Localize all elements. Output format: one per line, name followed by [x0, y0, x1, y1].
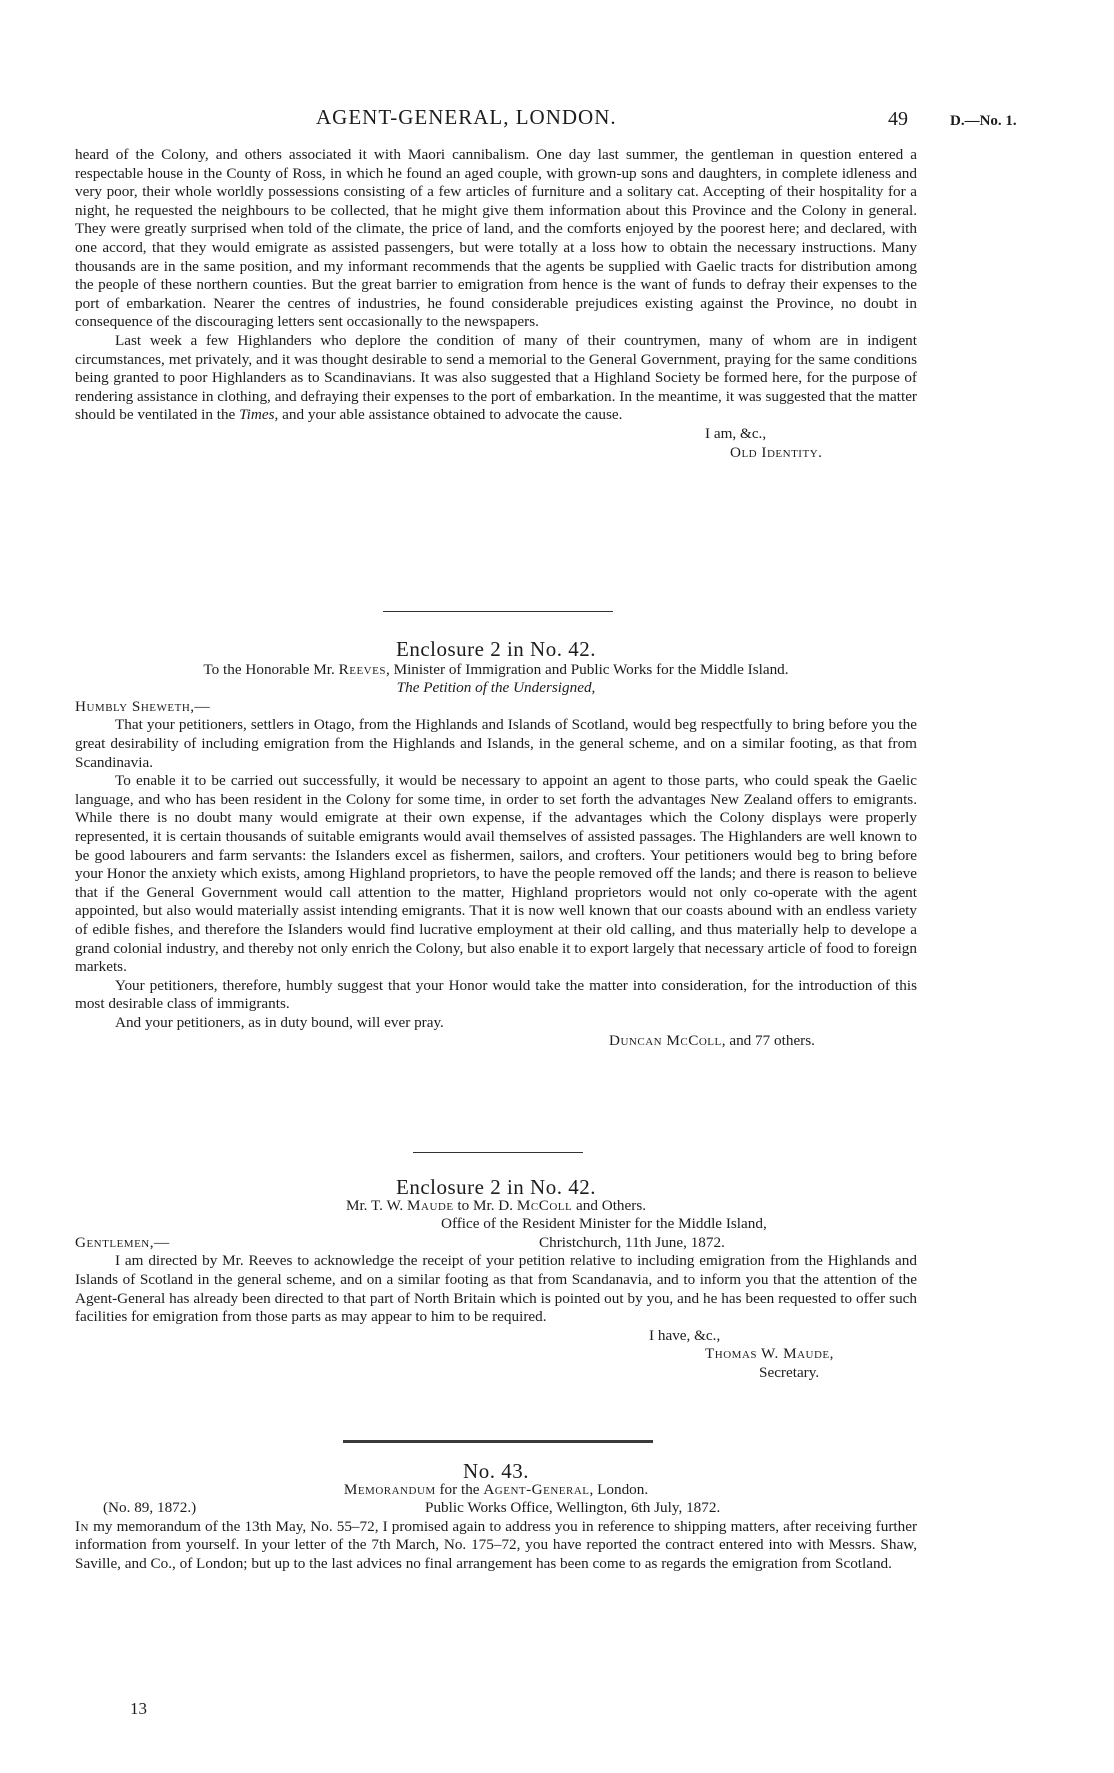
- petition-paragraph: Your petitioners, therefore, humbly suggest that your Honor would take the matter into consideration, for the introduction of this most desirable class of immigrants.: [75, 976, 917, 1013]
- memorandum-place-date: Public Works Office, Wellington, 6th July, 1872.: [425, 1499, 721, 1517]
- memorandum-ref: (No. 89, 1872.): [103, 1499, 197, 1517]
- section-divider: [383, 611, 613, 612]
- enclosure-petition: [75, 637, 917, 1051]
- section-divider: [413, 1152, 583, 1153]
- memorandum-body: In my memorandum of the 13th May, No. 55–72, I promised again to address you in reference to shipping matters, after receiving further information from yourself. In your letter of the 7th March, No. 175–72, you have reported the contract entered into with Messrs. Shaw, Saville, and Co., of London; but up to the last advices no final arrangement has been come to as regards the emigration from Scotland.: [75, 1517, 917, 1572]
- petition-signatory: Duncan McColl, and 77 others.: [609, 1032, 815, 1050]
- memorandum-title: Memorandum for the Agent-General, London.: [343, 1480, 649, 1498]
- memorandum-number: No. 43.: [463, 1459, 529, 1483]
- letter-closing: I am, &c.,: [705, 424, 767, 442]
- reply-body: I am directed by Mr. Reeves to acknowledge the receipt of your petition relative to including emigration from the Highlands and Islands of Scotland in the general scheme, and on a similar footing as that from Scandanavia, and to inform you that the attention of the Agent-General has already been directed to that part of North Britain which is pointed out by you, and he has been requested to offer such facilities for emigration from those parts as may appear to him to be required.: [75, 1252, 917, 1326]
- petition-title: The Petition of the Undersigned,: [396, 679, 596, 697]
- reply-salutation: Gentlemen,—: [75, 1233, 170, 1251]
- petition-salutation: Humbly Sheweth,—: [75, 697, 211, 715]
- memorandum-ref-row: [75, 1499, 917, 1518]
- letter-paragraph: heard of the Colony, and others associated it with Maori cannibalism. One day last summer, the gentleman in question entered a respectable house in the County of Ross, in which he found an aged couple, with grown-up sons and daughters, in complete idleness and very poor, their whole worldly possessions consisting of a few articles of furniture and a solitary cat. Accepting of their hospitality for a night, he requested the neighbours to be collected, that he might give them information about this Province and the Colony in general. They were greatly surprised when told of the climate, the price of land, and the comforts enjoyed by the poorest here; and declared, with one accord, that they would emigrate as assisted passengers, but were totally at a loss how to obtain the necessary instructions. Many thousands are in the same position, and my informant recommends that the agents be supplied with Gaelic tracts for distribution among the people of these northern counties. But the great barrier to emigration from hence is the want of funds to defray their expenses to the port of embarkation. Nearer the centres of industries, he found considerable prejudices existing against the Province, no doubt in consequence of the discouraging letters sent occasionally to the newspapers.: [75, 146, 917, 331]
- enclosure-title: Enclosure 2 in No. 42.: [396, 1175, 596, 1199]
- document-reference: D.—No. 1.: [950, 113, 1017, 129]
- petition-address: To the Honorable Mr. Reeves, Minister of Immigration and Public Works for the Middle Island.: [203, 660, 789, 678]
- letter-continuation: [75, 146, 917, 462]
- reply-place-date: Christchurch, 11th June, 1872.: [539, 1233, 725, 1251]
- reply-signatory-title: Secretary.: [759, 1363, 820, 1381]
- memorandum-section: [75, 1459, 917, 1574]
- reply-subtitle: Mr. T. W. Maude to Mr. D. McColl and Others.: [345, 1196, 647, 1214]
- letter-signature: Old Identity.: [730, 443, 823, 461]
- section-divider: [343, 1440, 653, 1443]
- reply-salutation-row: [75, 1234, 917, 1253]
- letter-paragraph: Last week a few Highlanders who deplore the condition of many of their countrymen, many of whom are in indigent circumstances, met privately, and it was thought desirable to send a memorial to the General Government, praying for the same conditions being granted to poor Highlanders as to Scandinavians. It was also suggested that a Highland Society be formed here, for the purpose of rendering assistance in clothing, and defraying their expenses to the port of embarkation. In the meantime, it was suggested that the matter should be ventilated in the Times, and your able assistance obtained to advocate the cause.: [75, 331, 917, 424]
- enclosure-title: Enclosure 2 in No. 42.: [396, 637, 596, 661]
- reply-signature: Thomas W. Maude,: [705, 1345, 834, 1363]
- petition-paragraph: That your petitioners, settlers in Otago, from the Highlands and Islands of Scotland, would beg respectfully to bring before you the great desirability of including emigration from the Highlands and Islands, in the general scheme, and on a similar footing, as that from Scandinavia.: [75, 716, 917, 771]
- petition-paragraph: To enable it to be carried out successfully, it would be necessary to appoint an agent to those parts, who could speak the Gaelic language, and who has been resident in the Colony for some time, in order to set forth the advantages New Zealand offers to emigrants. While there is no doubt many would emigrate at their own expense, if the advantages which the Colony displays were properly represented, it is certain thousands of suitable emigrants would avail themselves of assisted passages. The Highlanders are well known to be good labourers and farm servants: the Islanders excel as fishermen, sailors, and crofters. Your petitioners would beg to bring before your Honor the anxiety which exists, among Highland proprietors, to have the people removed off the lands; and there is reason to believe that if the General Government would call attention to the matter, Highland proprietors would not only co-operate with the agent appointed, but also would materially assist intending emigrants. That it is now well known that our coasts abound with an endless variety of edible fishes, and therefore the Islanders would find lucrative employment at their old calling, and thus materially help to develope a grand colonial industry, and thereby not only enrich the Colony, but also enable it to export largely that necessary article of food to foreign markets.: [75, 772, 917, 976]
- page-number: 49: [888, 108, 908, 130]
- reply-closing: I have, &c.,: [649, 1326, 721, 1344]
- reply-office-line: Office of the Resident Minister for the Middle Island,: [441, 1215, 767, 1233]
- printer-signature-mark: 13: [130, 1699, 147, 1718]
- enclosure-reply: [75, 1175, 917, 1383]
- running-title: AGENT-GENERAL, LONDON.: [316, 105, 617, 129]
- petition-paragraph: And your petitioners, as in duty bound, will ever pray.: [115, 1013, 444, 1031]
